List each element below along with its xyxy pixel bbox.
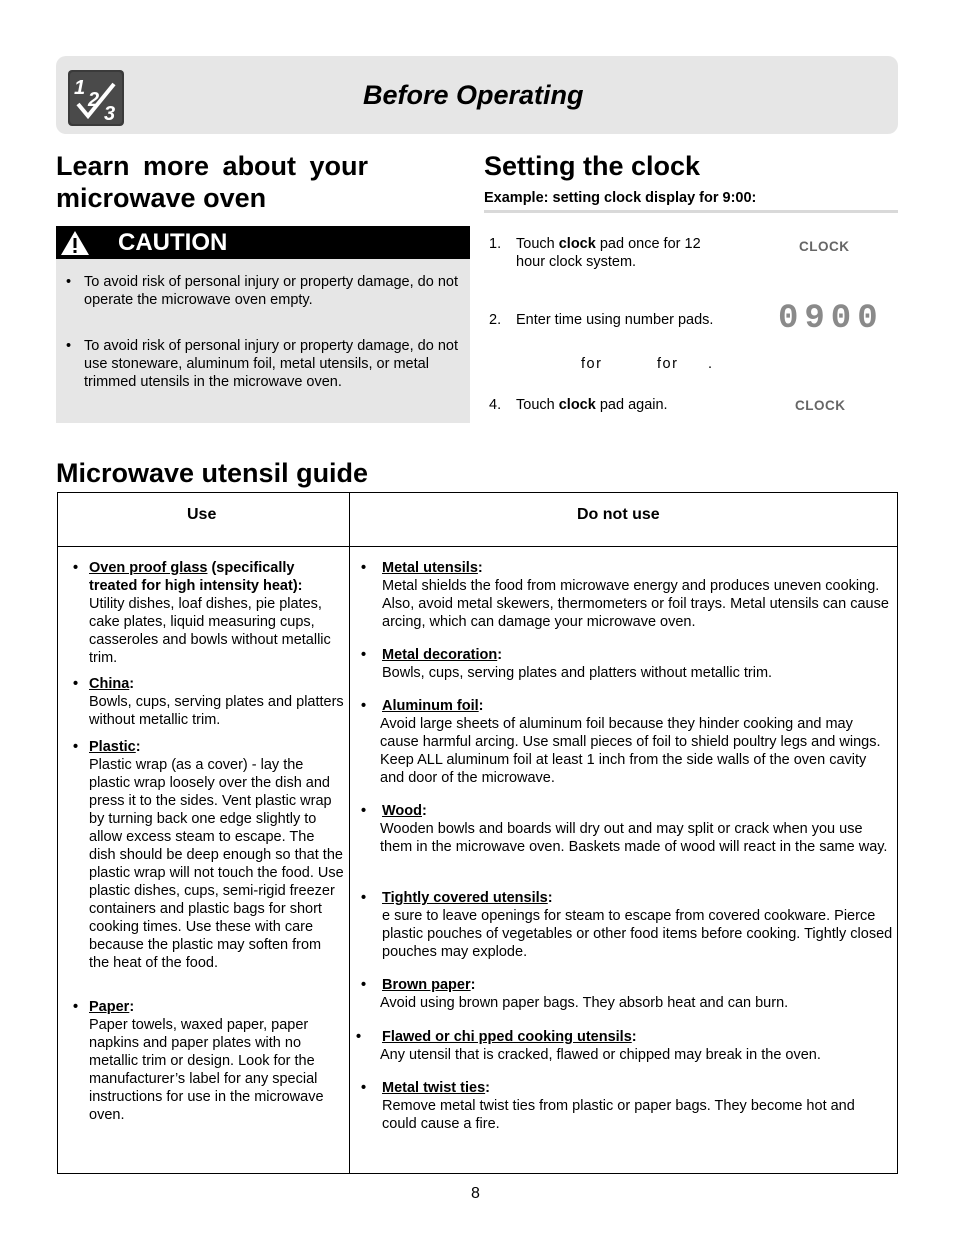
item-body: Bowls, cups, serving plates and platters without metallic trim. (89, 694, 344, 728)
bullet-mark: • (356, 1029, 362, 1045)
warning-triangle-icon (60, 230, 90, 256)
bullet-mark: • (73, 560, 79, 576)
item-qualifier: : (129, 999, 135, 1015)
item-term: Plastic (89, 739, 136, 755)
learn-title-line2: microwave oven (56, 183, 267, 213)
clock-display-digits: 0900 (778, 300, 884, 338)
clock-divider (484, 210, 898, 213)
bullet-mark: • (361, 803, 367, 819)
bullet-mark: • (361, 560, 367, 576)
item-body: Wooden bowls and boards will dry out and may split or crack when you use them in the microwave oven. Baskets made of wood will react in the same way. (380, 821, 888, 855)
item-qualifier: : (631, 1029, 637, 1045)
logo-digit-1: 1 (74, 77, 86, 99)
item-term: Tightly covered utensils (382, 890, 548, 906)
item-body: Paper towels, waxed paper, paper napkins and paper plates with no metallic trim or design. Look for the manufacturer’s label for any special instructions for use in the microwave oven. (89, 1017, 324, 1123)
item-body: Utility dishes, loaf dishes, pie plates, cake plates, liquid measuring cups, casseroles and bowls without metallic trim. (89, 596, 331, 666)
step-text-post: pad again. (595, 397, 668, 413)
item-qualifier: : (485, 1080, 490, 1096)
table-header-divider (57, 546, 898, 547)
bullet-mark: • (73, 999, 79, 1015)
learn-section-title (56, 150, 386, 214)
use-item (73, 738, 345, 972)
item-term: China (89, 676, 130, 692)
step-text (516, 396, 749, 414)
bullet-mark: • (66, 274, 72, 290)
column-header-do-not-use: Do not use (577, 506, 660, 523)
item-body: Any utensil that is cracked, flawed or chipped may break in the oven. (380, 1047, 821, 1063)
item-qualifier: : (547, 890, 553, 906)
item-term: Metal twist ties (382, 1080, 486, 1096)
steps-123-icon (68, 70, 124, 126)
bullet-mark: • (73, 739, 79, 755)
item-body: Metal shields the food from microwave energy and produces uneven cooking. Also, avoid metal skewers, thermometers or foil trays. Metal utensils can cause arcing, which can damage your microwave oven. (382, 578, 889, 630)
item-body: Remove metal twist ties from plastic or paper bags. They become hot and could cause a fire. (382, 1098, 855, 1132)
do-not-use-item (361, 889, 893, 961)
step-number: 4. (489, 397, 502, 413)
item-qualifier: : (422, 803, 427, 819)
item-term: Paper (89, 999, 130, 1015)
step-text-pre: Touch (516, 236, 559, 252)
item-qualifier: (specifically treated for high intensity heat): (89, 560, 303, 594)
bullet-mark: • (361, 890, 367, 906)
caution-bullet-text: To avoid risk of personal injury or property damage, do not use stoneware, aluminum foil, metal utensils, or metal trimmed utensils in the microwave oven. (84, 338, 458, 390)
item-term: Metal decoration (382, 647, 498, 663)
use-item (73, 675, 345, 729)
item-qualifier: : (129, 676, 135, 692)
item-body: Avoid using brown paper bags. They absorb heat and can burn. (380, 995, 789, 1011)
step-text: Enter time using number pads. (516, 312, 714, 328)
item-body: Bowls, cups, serving plates and platters without metallic trim. (382, 665, 773, 681)
bullet-mark: • (66, 338, 72, 354)
bullet-mark: • (73, 676, 79, 692)
clock-step-2 (489, 311, 749, 329)
bullet-mark: • (361, 977, 367, 993)
item-body: e sure to leave openings for steam to escape from covered cookware. Pierce plastic pouches of vegetables or other food items before cooking. Tightly closed pouches may explode. (382, 908, 893, 960)
clock-section-title: Setting the clock (484, 151, 701, 181)
item-body: Plastic wrap (as a cover) - lay the plastic wrap loosely over the dish and press it to the sides. Vent plastic wrap by turning back one edge slightly to allow excess steam to escape. The dish should be deep enough so that the plastic wrap will not touch the food. Use plastic dishes, cups, semi-rigid freezer containers and plastic bags for short cooking times. Use these with care because the plastic may soften from the heat of the food. (89, 757, 344, 971)
bullet-mark: • (361, 1080, 367, 1096)
do-not-use-item (361, 1079, 893, 1133)
column-header-use: Use (187, 506, 217, 523)
clock-step-4 (489, 396, 749, 414)
clock-pad-label: CLOCK (795, 398, 846, 413)
clock-example-caption: Example: setting clock display for 9:00: (484, 190, 757, 206)
bullet-mark: • (361, 698, 367, 714)
logo-digit-3: 3 (104, 103, 116, 125)
item-term: Flawed or chi pped cooking utensils (382, 1029, 632, 1045)
step-text-bold: clock (558, 236, 596, 252)
caution-label: CAUTION (118, 229, 228, 256)
do-not-use-item (356, 1028, 893, 1064)
do-not-use-item (361, 697, 893, 787)
logo-digit-2: 2 (88, 89, 100, 111)
page-number: 8 (471, 1185, 480, 1202)
caution-bullet (66, 337, 466, 391)
item-qualifier: : (470, 977, 476, 993)
item-qualifier: : (497, 647, 503, 663)
guide-section-title: Microwave utensil guide (56, 458, 369, 488)
use-item (73, 559, 345, 667)
item-term: Wood (382, 803, 422, 819)
step3-fragment: for (657, 356, 679, 372)
page-title: Before Operating (363, 80, 584, 110)
item-qualifier: : (477, 560, 483, 576)
item-term: Aluminum foil (382, 698, 479, 714)
step3-fragment: for (581, 356, 603, 372)
item-qualifier: : (135, 739, 141, 755)
do-not-use-item (361, 559, 893, 631)
step-number: 1. (489, 236, 502, 252)
do-not-use-item (361, 802, 893, 856)
item-body: Avoid large sheets of aluminum foil because they hinder cooking and may cause harmful arcing. Use small pieces of foil to shield poultry legs and wings. Keep ALL aluminum foil at least 1 inch from the side walls of the oven cavity and door of the microwave. (380, 716, 881, 786)
step-text-post: pad once for 12 hour clock system. (516, 236, 701, 270)
clock-pad-label: CLOCK (799, 239, 850, 254)
bullet-mark: • (361, 647, 367, 663)
table-column-divider (349, 492, 350, 1174)
use-item (73, 998, 345, 1124)
clock-step-1 (489, 235, 729, 271)
item-term: Oven proof glass (89, 560, 208, 576)
item-term: Metal utensils (382, 560, 478, 576)
step-number: 2. (489, 312, 502, 328)
item-term: Brown paper (382, 977, 471, 993)
step-text-bold: clock (558, 397, 596, 413)
do-not-use-item (361, 976, 893, 1012)
caution-bullet (66, 273, 466, 309)
do-not-use-item (361, 646, 893, 682)
learn-title-line1: Learn more about your (56, 151, 369, 181)
caution-bullet-text: To avoid risk of personal injury or property damage, do not operate the microwave oven empty. (84, 274, 458, 308)
step-text-pre: Touch (516, 397, 559, 413)
item-qualifier: : (478, 698, 484, 714)
step3-fragment: . (708, 356, 714, 372)
step-text (516, 235, 729, 271)
